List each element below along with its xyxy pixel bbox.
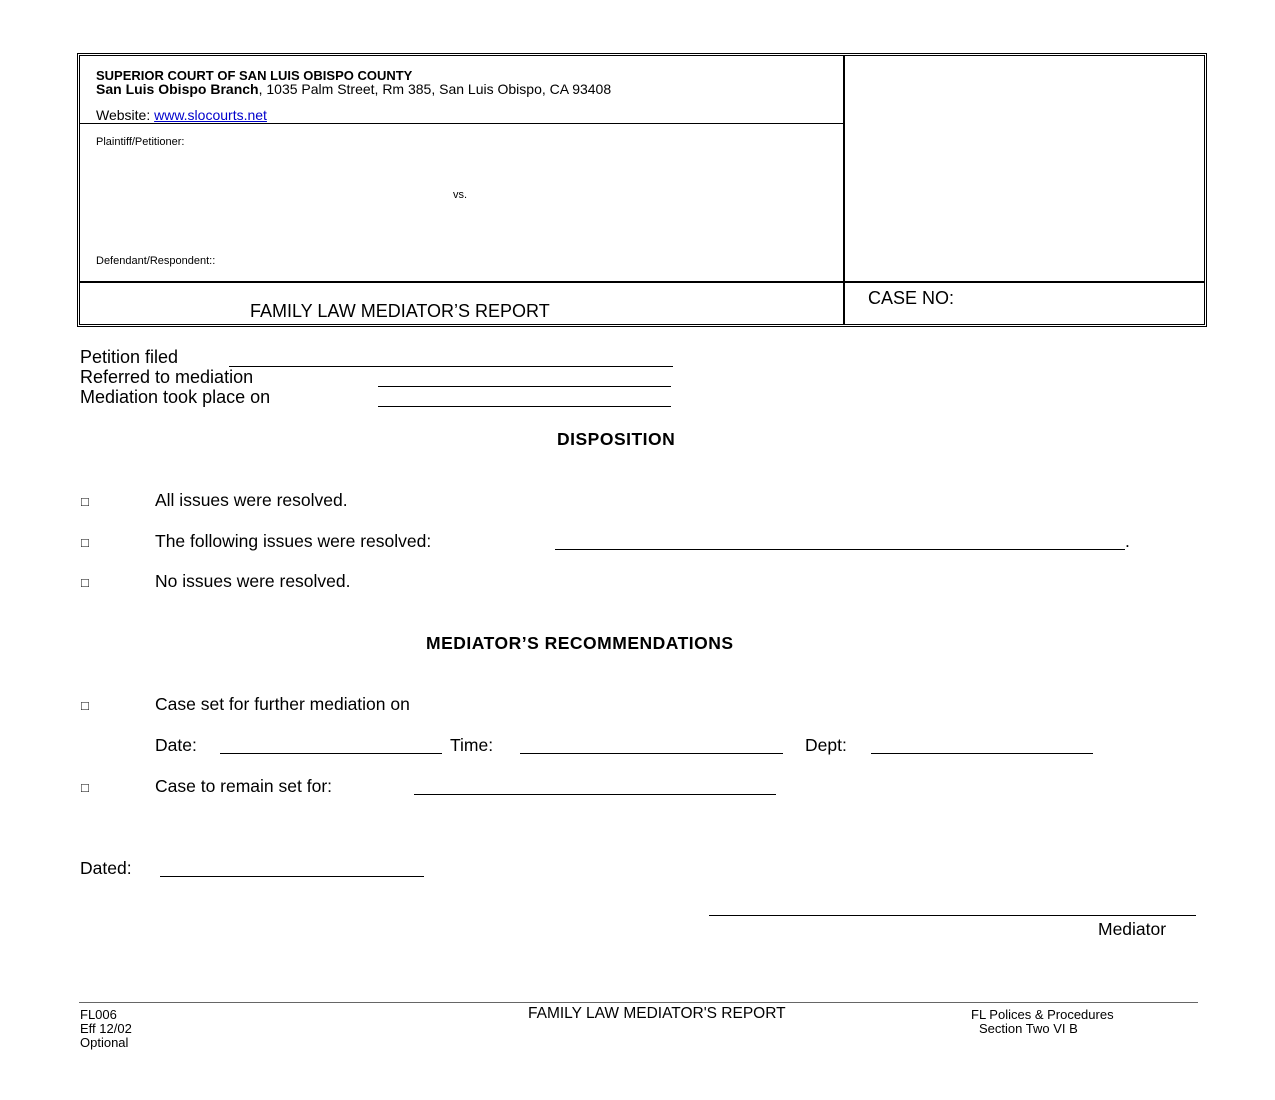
footer-optional: Optional (80, 1035, 129, 1050)
website-label: Website: (96, 107, 155, 123)
footer-title: FAMILY LAW MEDIATOR'S REPORT (528, 1005, 786, 1022)
dept-label: Dept: (805, 735, 847, 755)
remain-set-field[interactable] (414, 794, 776, 795)
footer-divider (79, 1002, 1198, 1003)
date-label: Date: (155, 735, 197, 755)
dept-field[interactable] (871, 753, 1093, 754)
case-no-label: CASE NO: (868, 288, 955, 308)
referred-field[interactable] (378, 386, 671, 387)
court-name: SUPERIOR COURT OF SAN LUIS OBISPO COUNTY (96, 68, 413, 83)
date-field[interactable] (220, 753, 442, 754)
time-label: Time: (450, 735, 494, 755)
website-link[interactable]: www.slocourts.net (154, 107, 267, 123)
dated-label: Dated: (80, 858, 132, 878)
footer-policies: FL Polices & Procedures (971, 1007, 1114, 1022)
plaintiff-label: Plaintiff/Petitioner: (96, 136, 185, 148)
checkbox-remain-set[interactable]: □ (81, 780, 89, 795)
disposition-heading: DISPOSITION (557, 429, 676, 449)
caption-divider-title (79, 281, 1205, 283)
caption-divider-court (79, 123, 844, 124)
further-mediation-label: Case set for further mediation on (155, 694, 410, 714)
following-resolved-label: The following issues were resolved: (155, 531, 432, 551)
vs-label: vs. (453, 189, 468, 201)
time-field[interactable] (520, 753, 783, 754)
court-address (96, 81, 611, 97)
none-resolved-label: No issues were resolved. (155, 571, 351, 591)
remain-set-label: Case to remain set for: (155, 776, 333, 796)
petition-filed-label: Petition filed (80, 347, 179, 367)
footer-effective-date: Eff 12/02 (80, 1021, 132, 1036)
resolved-issues-period: . (1125, 531, 1130, 551)
branch-address: , 1035 Palm Street, Rm 385, San Luis Obispo, CA 93408 (258, 81, 612, 97)
petition-filed-field[interactable] (229, 366, 673, 367)
checkbox-following-resolved[interactable]: □ (81, 535, 89, 550)
took-place-field[interactable] (378, 406, 671, 407)
mediator-label: Mediator (1098, 919, 1167, 939)
defendant-label: Defendant/Respondent:: (96, 255, 216, 267)
checkbox-further-mediation[interactable]: □ (81, 698, 89, 713)
referred-label: Referred to mediation (80, 367, 254, 387)
checkbox-all-resolved[interactable]: □ (81, 494, 89, 509)
caption-divider-vertical (843, 55, 845, 325)
dated-field[interactable] (160, 876, 424, 877)
branch-name: San Luis Obispo Branch (96, 81, 259, 97)
footer-form-number: FL006 (80, 1007, 117, 1022)
website-line (96, 107, 267, 123)
all-resolved-label: All issues were resolved. (155, 490, 348, 510)
footer-section: Section Two VI B (979, 1021, 1078, 1036)
checkbox-none-resolved[interactable]: □ (81, 575, 89, 590)
form-title: FAMILY LAW MEDIATOR’S REPORT (250, 301, 550, 321)
recommendations-heading: MEDIATOR’S RECOMMENDATIONS (426, 633, 734, 653)
took-place-label: Mediation took place on (80, 387, 271, 407)
mediator-signature-line[interactable] (709, 915, 1196, 916)
resolved-issues-field[interactable] (555, 549, 1125, 550)
